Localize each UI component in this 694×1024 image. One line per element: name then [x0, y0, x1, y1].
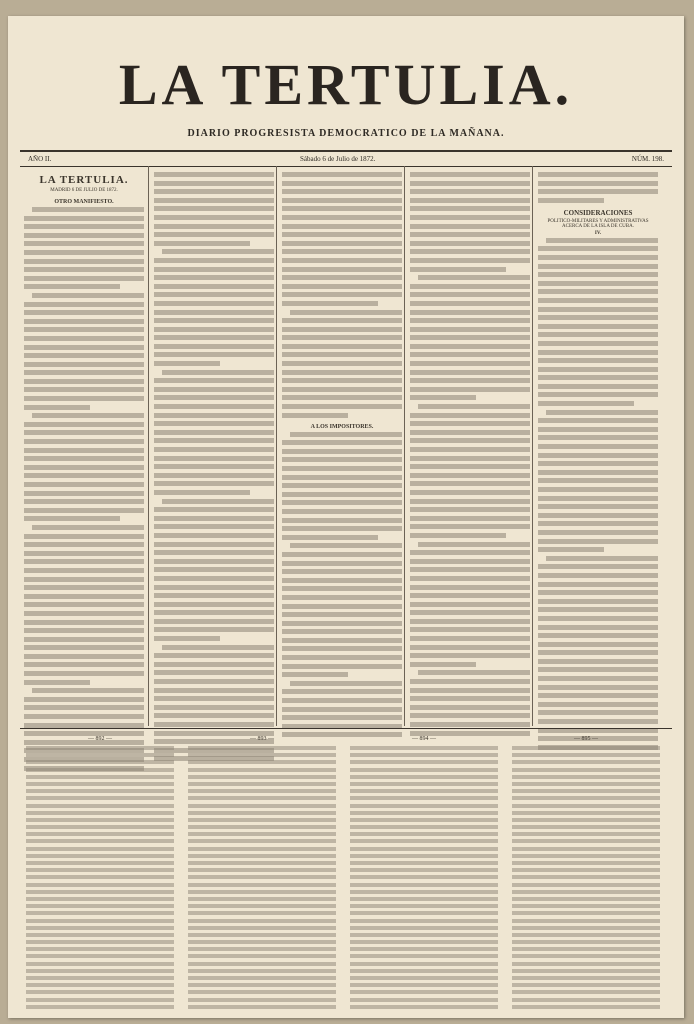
feuilleton-text	[188, 746, 336, 1009]
year-label: AÑO II.	[28, 155, 52, 163]
article-subtitle: POLITICO-MILITARES Y ADMINISTRATIVAS ACERCA DE LA ISLA DE CUBA.	[547, 218, 649, 229]
feuilleton-text	[350, 746, 498, 1009]
feuilleton-column	[512, 736, 660, 1012]
article-part: IV.	[594, 230, 602, 236]
feuilleton-column	[350, 736, 498, 1012]
article-title: CONSIDERACIONES	[563, 208, 633, 217]
article-text	[282, 432, 402, 738]
feuilleton-text	[26, 746, 174, 1009]
article-text	[282, 172, 402, 418]
feuilleton-text	[512, 746, 660, 1009]
issue-number: NÚM. 198.	[631, 155, 664, 163]
page-number: — 893 —	[250, 736, 274, 742]
article-text	[154, 172, 274, 761]
column-divider	[276, 166, 277, 726]
feuilleton-column	[188, 736, 336, 1012]
column-2	[154, 172, 274, 765]
column-4	[410, 172, 530, 739]
date-label: Sábado 6 de Julio de 1872.	[300, 155, 376, 163]
article-title: OTRO MANIFIESTO.	[54, 199, 114, 205]
column-5	[538, 172, 658, 753]
article-text	[538, 238, 658, 750]
dateline-rule	[20, 166, 672, 167]
page-number: — 892 —	[88, 736, 112, 742]
dateline	[20, 153, 672, 167]
page-number: — 894 —	[412, 736, 436, 742]
masthead-title: LA TERTULIA.	[118, 52, 574, 117]
column-divider	[532, 166, 533, 726]
article-text	[410, 172, 530, 736]
article-text	[24, 207, 144, 771]
feuilleton-rule	[20, 728, 672, 729]
column-divider	[404, 166, 405, 726]
column-heading: LA TERTULIA.	[39, 174, 129, 186]
place-date: MADRID 6 DE JULIO DE 1872.	[50, 188, 118, 193]
newspaper-page	[8, 16, 684, 1018]
feuilleton-column	[26, 736, 174, 1012]
column-1	[24, 172, 144, 774]
masthead-subtitle: DIARIO PROGRESISTA DEMOCRATICO DE LA MAÑANA.	[187, 128, 505, 139]
top-rule	[20, 150, 672, 152]
article-text	[538, 172, 658, 203]
page-number: — 895 —	[574, 736, 598, 742]
article-title: A LOS IMPOSITORES.	[310, 423, 374, 430]
column-divider	[148, 166, 149, 726]
column-3	[282, 172, 402, 741]
